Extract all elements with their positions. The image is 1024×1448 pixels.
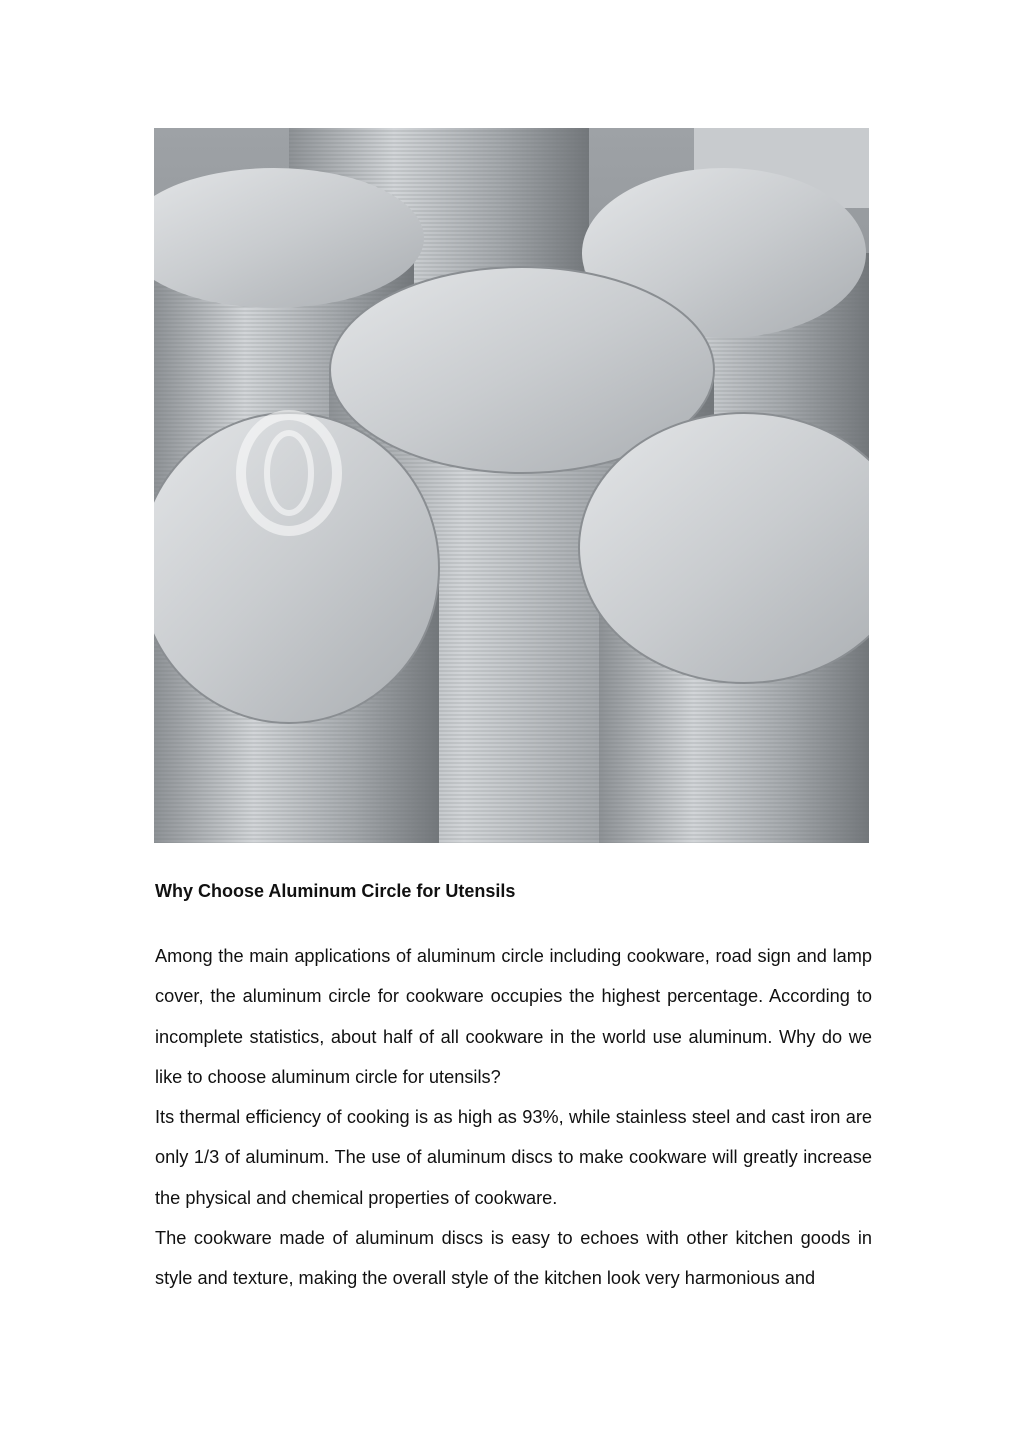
paragraph: The cookware made of aluminum discs is easy to echoes with other kitchen goods in style and texture, making the overall style of the kitchen look very harmonious and <box>155 1228 872 1289</box>
article-heading: Why Choose Aluminum Circle for Utensils <box>155 881 516 901</box>
paragraph: Among the main applications of aluminum circle including cookware, road sign and lamp cover, the aluminum circle for cookware occupies the highest percentage. According to incomplete statistics, about half of all cookware in the world use aluminum. Why do we like to choose aluminum circle for utensils? <box>155 946 872 1087</box>
aluminum-circles-photo <box>154 128 869 843</box>
paragraph: Its thermal efficiency of cooking is as high as 93%, while stainless steel and cast iron are only 1/3 of aluminum. The use of aluminum discs to make cookware will greatly increase the physical and chemical properties of cookware. <box>155 1107 872 1208</box>
article-body <box>155 936 872 1299</box>
